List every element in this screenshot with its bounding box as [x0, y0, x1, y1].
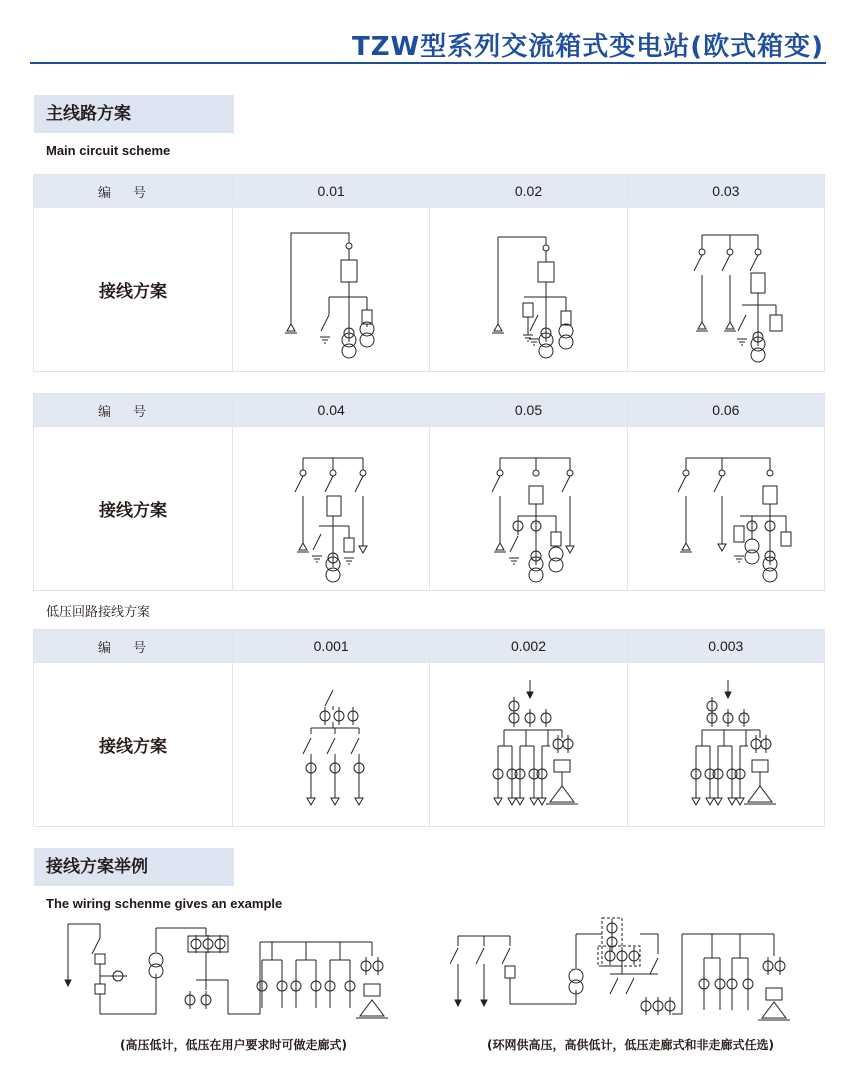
- page-title: TZW型系列交流箱式变电站(欧式箱变): [351, 32, 824, 62]
- diagram-cell: [233, 663, 430, 827]
- scheme-table-2: [33, 393, 825, 591]
- code-cell: 0.001: [233, 630, 430, 663]
- diagram-cell: [430, 208, 627, 372]
- code-cell: 0.01: [233, 175, 430, 208]
- diagram-cell: [233, 427, 430, 591]
- code-cell: 0.03: [627, 175, 824, 208]
- circuit-diagram-0-01: [241, 215, 421, 365]
- circuit-diagram-0-05: [438, 434, 618, 584]
- code-cell: 0.002: [430, 630, 627, 663]
- main-scheme-heading: 主线路方案: [34, 95, 234, 133]
- diagram-cell: [430, 427, 627, 591]
- row-label: 接线方案: [34, 208, 233, 372]
- circuit-diagram-0-002: [438, 670, 618, 820]
- example-diagram-left: [60, 918, 400, 1028]
- low-voltage-heading: 低压回路接线方案: [46, 605, 151, 620]
- code-cell: 0.06: [627, 394, 824, 427]
- code-cell: 0.003: [627, 630, 824, 663]
- main-scheme-heading-en: Main circuit scheme: [46, 143, 171, 158]
- examples-heading: 接线方案举例: [34, 848, 234, 886]
- circuit-diagram-0-001: [241, 670, 421, 820]
- circuit-diagram-0-02: [438, 215, 618, 365]
- title-rule: [30, 62, 826, 64]
- diagram-cell: [627, 663, 824, 827]
- circuit-diagram-0-03: [636, 215, 816, 365]
- example-diagram-right: [450, 914, 790, 1028]
- circuit-diagram-0-04: [241, 434, 421, 584]
- caption-left: (高压低计，低压在用户要求时可做走廊式): [120, 1038, 347, 1052]
- circuit-diagram-0-003: [636, 670, 816, 820]
- caption-right: (环网供高压，高供低计，低压走廊式和非走廊式任选): [487, 1038, 774, 1052]
- number-header: 编号: [34, 175, 233, 208]
- diagram-cell: [233, 208, 430, 372]
- examples-heading-en: The wiring schenme gives an example: [46, 896, 283, 911]
- circuit-diagram-0-06: [636, 434, 816, 584]
- scheme-table-3: [33, 629, 825, 827]
- number-header: 编号: [34, 394, 233, 427]
- diagram-cell: [627, 208, 824, 372]
- row-label: 接线方案: [34, 663, 233, 827]
- scheme-table-1: [33, 174, 825, 372]
- diagram-cell: [627, 427, 824, 591]
- code-cell: 0.05: [430, 394, 627, 427]
- code-cell: 0.02: [430, 175, 627, 208]
- row-label: 接线方案: [34, 427, 233, 591]
- number-header: 编号: [34, 630, 233, 663]
- code-cell: 0.04: [233, 394, 430, 427]
- diagram-cell: [430, 663, 627, 827]
